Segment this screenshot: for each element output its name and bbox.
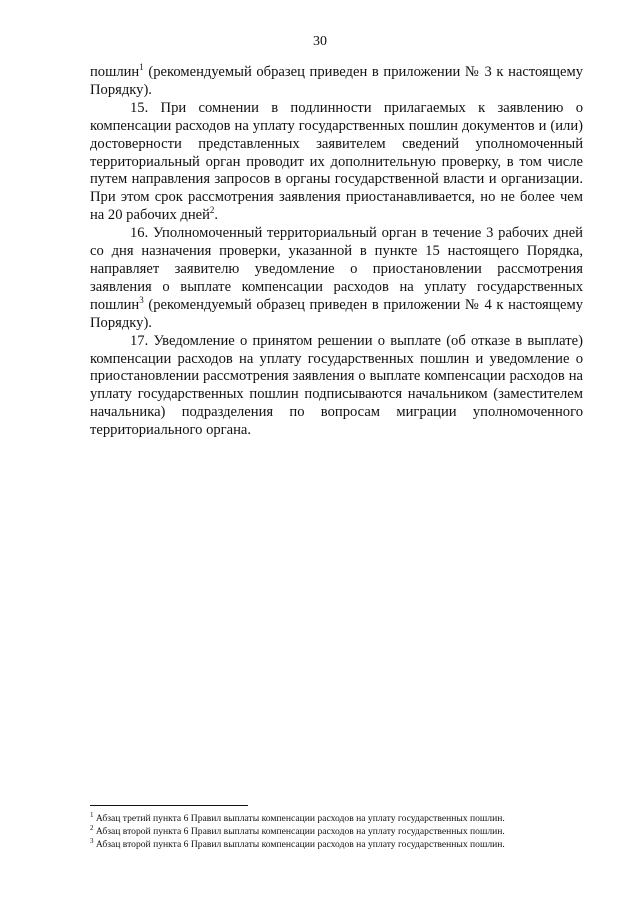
paragraph-text: 17. Уведомление о принятом решении о выплате (об отказе в выплате) компенсации расходов на уплату государственных пошлин и уведомление о приостановлении рассмотрения заявления о выплате компенсации расходов на уплату государственных пошлин подписываются начальником (заместителем начальника) подразделения по вопросам миграции уполномоченного территориального органа. — [90, 332, 583, 439]
footnote-text: Абзац второй пункта 6 Правил выплаты компенсации расходов на уплату государственных пошлин. — [93, 826, 505, 838]
footnote-ref[interactable]: 1 — [139, 62, 144, 73]
paragraph-15 — [90, 100, 583, 225]
footnote-ref[interactable]: 3 — [139, 294, 144, 305]
footnotes — [90, 812, 583, 852]
paragraph-text: (рекомендуемый образец приведен в приложении № 4 к настоящему Порядку). — [90, 296, 583, 331]
footnote-item — [90, 812, 583, 825]
footnote-item — [90, 825, 583, 838]
footnote-mark: 3 — [90, 837, 94, 846]
footnote-text: Абзац третий пункта 6 Правил выплаты компенсации расходов на уплату государственных пошлин. — [93, 813, 505, 824]
footnote-mark: 2 — [90, 824, 94, 833]
paragraph-16 — [90, 225, 583, 332]
footnote-ref[interactable]: 2 — [209, 205, 215, 216]
paragraph-text: пошлин — [90, 64, 140, 80]
paragraph-17 — [90, 333, 583, 440]
footnote-divider — [90, 805, 248, 806]
paragraph-text: . — [214, 207, 219, 224]
paragraph-text: 15. При сомнении в подлинности прилагаемых к заявлению о компенсации расходов на уплату государственных пошлин документов и (или) достоверности представленных заявителем сведений уполномоченный территориальный орган проводит их дополнительную проверку, в том числе путем направления запросов в органы государственной власти и организации. При этом срок рассмотрения заявления приостанавливается, но не более чем на 20 рабочих дней — [90, 99, 583, 224]
page-number: 30 — [313, 34, 327, 49]
paragraph-text: (рекомендуемый образец приведен в приложении № 3 к настоящему Порядку). — [90, 64, 583, 98]
document-body — [90, 64, 583, 440]
footnote-item — [90, 838, 583, 851]
paragraph-continuation — [90, 64, 583, 100]
footnote-text: Абзац второй пункта 6 Правил выплаты компенсации расходов на уплату государственных пошлин. — [93, 839, 505, 851]
footnote-mark: 1 — [90, 810, 94, 819]
paragraph-text: 16. Уполномоченный территориальный орган в течение 3 рабочих дней со дня назначения проверки, указанной в пункте 15 настоящего Порядка, направляет заявителю уведомление о приостановлении рассмотрения заявления о выплате компенсации расходов на уплату государственных пошлин — [90, 225, 583, 313]
